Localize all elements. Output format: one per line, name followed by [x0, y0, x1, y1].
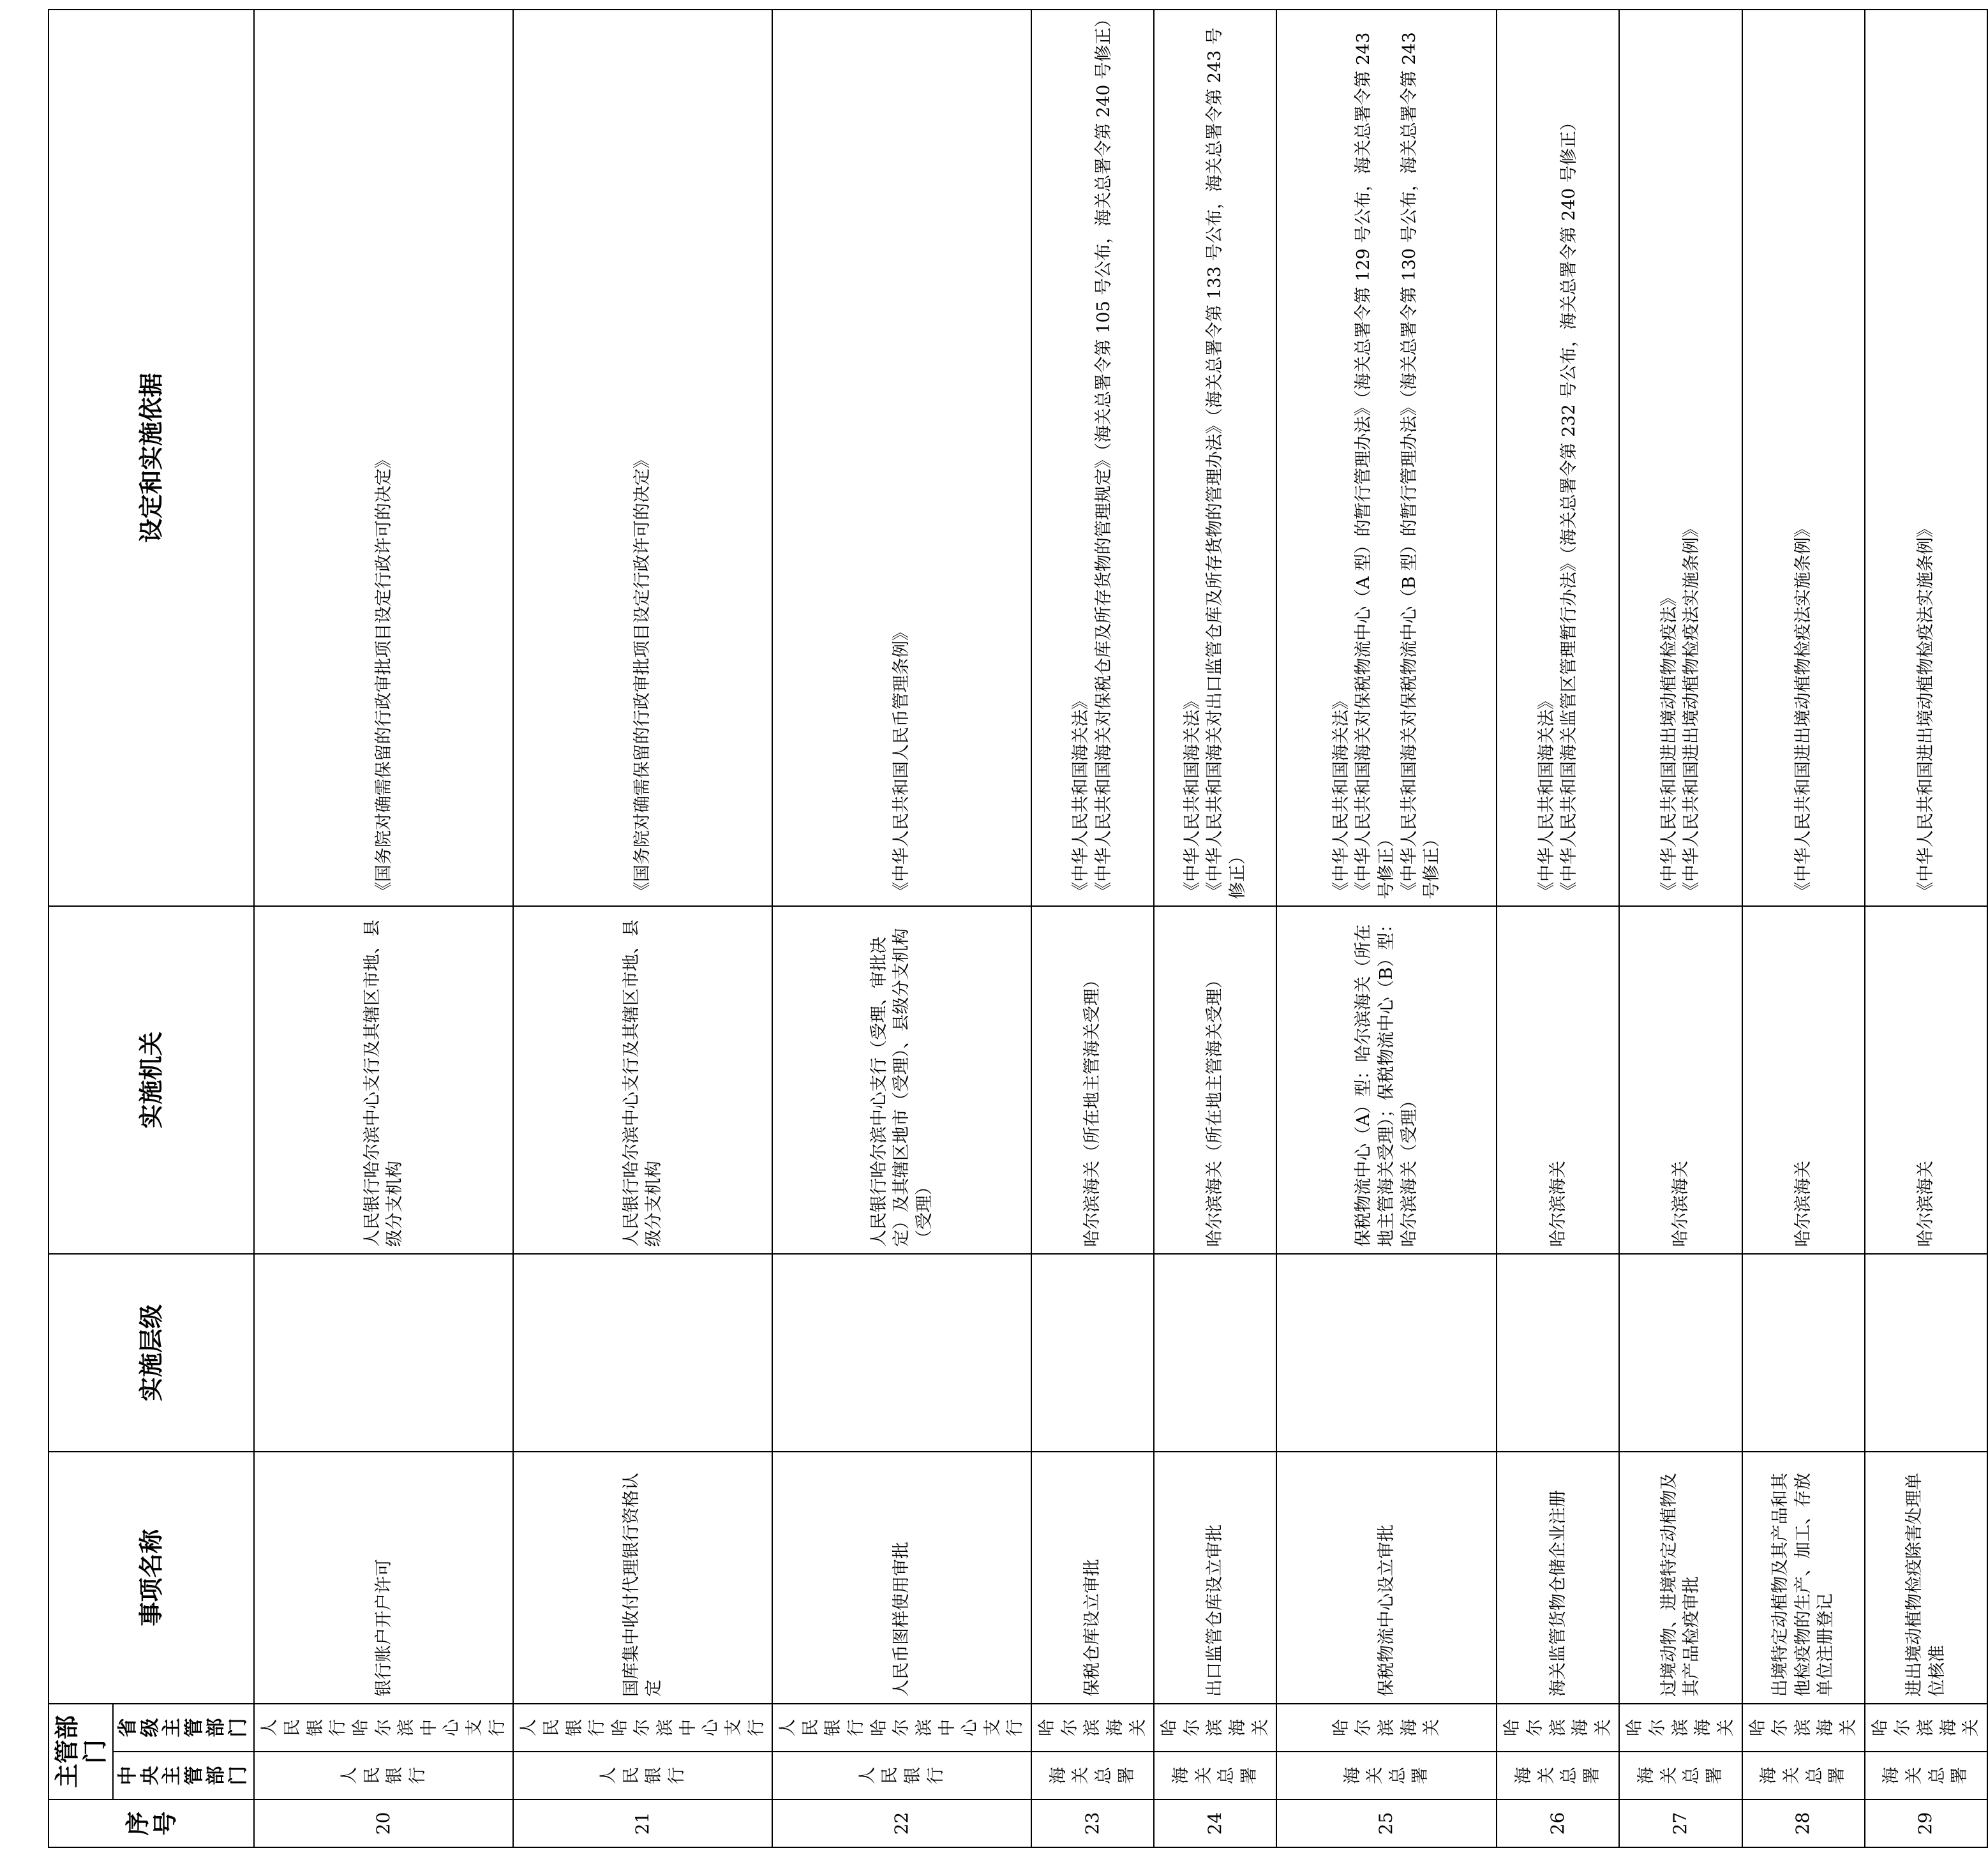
row-agency: 哈尔滨海关: [1742, 906, 1865, 1254]
row-level: [1154, 1254, 1276, 1452]
basis-line: 《中华人民共和国进出境动植物检疫法实施条例》: [1682, 519, 1702, 899]
row-level: [1742, 1254, 1865, 1452]
basis-line: 《中华人民共和国海关法》: [1071, 692, 1091, 899]
row-seq: 20: [254, 1799, 513, 1847]
row-basis: [1031, 10, 1154, 906]
row-central-dept: 海关总署: [1154, 1752, 1276, 1799]
basis-line: 《中华人民共和国进出境动植物检疫法实施条例》: [1915, 519, 1936, 899]
row-basis: [772, 10, 1031, 906]
header-provincial-dept: 省级主管部门: [113, 1704, 254, 1752]
basis-line: 《中华人民共和国进出境动植物检疫法实施条例》: [1793, 519, 1813, 899]
header-seq: 序号: [49, 1799, 254, 1847]
row-provincial-dept: 哈尔滨海关: [1276, 1704, 1497, 1752]
header-basis: 设定和实施依据: [49, 10, 254, 906]
row-provincial-dept: 人民银行哈尔滨中心支行: [254, 1704, 513, 1752]
row-central-dept: 海关总署: [1276, 1752, 1497, 1799]
row-provincial-dept: 哈尔滨海关: [1154, 1704, 1276, 1752]
row-level: [1031, 1254, 1154, 1452]
table-row: [1031, 10, 1154, 1847]
row-seq: 27: [1619, 1799, 1742, 1847]
row-basis: [1154, 10, 1276, 906]
basis-line: 《中华人民共和国海关对出口监管仓库及所存货物的管理办法》（海关总署令第 133 号公布，海关总署令第 243 号修正）: [1205, 27, 1248, 899]
row-provincial-dept: 哈尔滨海关: [1742, 1704, 1865, 1752]
row-level: [772, 1254, 1031, 1452]
row-agency: 哈尔滨海关（所在地主管海关受理）: [1031, 906, 1154, 1254]
row-item-name: 出口监管仓库设立审批: [1154, 1452, 1276, 1704]
basis-line: 《中华人民共和国海关对保税物流中心（B 型）的暂行管理办法》（海关总署令第 130 号公布，海关总署令第 243 号修正）: [1399, 32, 1442, 899]
row-central-dept: 海关总署: [1031, 1752, 1154, 1799]
row-level: [1276, 1254, 1497, 1452]
row-agency: 保税物流中心（A）型：哈尔滨海关（所在地主管海关受理）；保税物流中心（B）型：哈尔滨海关（受理）: [1276, 906, 1497, 1254]
basis-line: 《中华人民共和国海关法》: [1331, 692, 1351, 899]
row-level: [513, 1254, 772, 1452]
row-basis: [1742, 10, 1865, 906]
table-row: [254, 10, 513, 1847]
row-level: [1497, 1254, 1619, 1452]
row-item-name: 进出境动植物检疫除害处理单位核准: [1865, 1452, 1987, 1704]
row-central-dept: 海关总署: [1497, 1752, 1619, 1799]
row-agency: 人民银行哈尔滨中心支行及其辖区市地、县级分支机构: [254, 906, 513, 1254]
row-agency: 哈尔滨海关: [1619, 906, 1742, 1254]
row-central-dept: 人民银行: [772, 1752, 1031, 1799]
row-item-name: 海关监管货物仓储企业注册: [1497, 1452, 1619, 1704]
table-row: [1497, 10, 1619, 1847]
row-item-name: 人民币图样使用审批: [772, 1452, 1031, 1704]
row-agency: 哈尔滨海关: [1865, 906, 1987, 1254]
header-level: 实施层级: [49, 1254, 254, 1452]
row-level: [1865, 1254, 1987, 1452]
table-row: [1742, 10, 1865, 1847]
row-item-name: 国库集中收付代理银行资格认定: [513, 1452, 772, 1704]
row-agency: 哈尔滨海关: [1497, 906, 1619, 1254]
basis-line: 《中华人民共和国海关法》: [1536, 692, 1557, 899]
row-provincial-dept: 哈尔滨海关: [1619, 1704, 1742, 1752]
row-central-dept: 海关总署: [1742, 1752, 1865, 1799]
header-central-dept: 中央主管部门: [113, 1752, 254, 1799]
row-central-dept: 海关总署: [1619, 1752, 1742, 1799]
row-central-dept: 人民银行: [513, 1752, 772, 1799]
header-dept-group: 主管部门: [49, 1704, 113, 1799]
row-seq: 22: [772, 1799, 1031, 1847]
row-agency: 人民银行哈尔滨中心支行及其辖区市地、县级分支机构: [513, 906, 772, 1254]
row-agency: 人民银行哈尔滨中心支行（受理、审批决定）及其辖区地市（受理）、县级分支机构（受理）: [772, 906, 1031, 1254]
header-item-name: 事项名称: [49, 1452, 254, 1704]
row-seq: 21: [513, 1799, 772, 1847]
table-row: [1154, 10, 1276, 1847]
licensing-table: [48, 9, 1988, 1848]
row-seq: 26: [1497, 1799, 1619, 1847]
table-row: [1865, 10, 1987, 1847]
row-item-name: 银行账户开户许可: [254, 1452, 513, 1704]
rotated-page: [48, 10, 1982, 1848]
table-row: [513, 10, 772, 1847]
row-item-name: 保税物流中心设立审批: [1276, 1452, 1497, 1704]
basis-line: 《中华人民共和国海关对保税仓库及所存货物的管理规定》（海关总署令第 105 号公布，海关总署令第 240 号修正）: [1094, 10, 1114, 899]
row-basis: [513, 10, 772, 906]
row-provincial-dept: 哈尔滨海关: [1865, 1704, 1987, 1752]
row-provincial-dept: 哈尔滨海关: [1031, 1704, 1154, 1752]
row-basis: [254, 10, 513, 906]
row-central-dept: 海关总署: [1865, 1752, 1987, 1799]
header-agency: 实施机关: [49, 906, 254, 1254]
basis-line: 《中华人民共和国进出境动植物检疫法》: [1659, 588, 1679, 899]
basis-line: 《中华人民共和国海关对保税物流中心（A 型）的暂行管理办法》（海关总署令第 129 号公布，海关总署令第 243 号修正）: [1354, 32, 1396, 899]
row-provincial-dept: 人民银行哈尔滨中心支行: [772, 1704, 1031, 1752]
table-row: [1276, 10, 1497, 1847]
basis-line: 《国务院对确需保留的行政审批项目设定行政许可的决定》: [373, 451, 394, 899]
row-item-name: 保税仓库设立审批: [1031, 1452, 1154, 1704]
row-agency: 哈尔滨海关（所在地主管海关受理）: [1154, 906, 1276, 1254]
row-central-dept: 人民银行: [254, 1752, 513, 1799]
row-provincial-dept: 哈尔滨海关: [1497, 1704, 1619, 1752]
table-row: [772, 10, 1031, 1847]
row-level: [254, 1254, 513, 1452]
basis-line: 《中华人民共和国海关法》: [1182, 692, 1202, 899]
row-basis: [1619, 10, 1742, 906]
row-basis: [1276, 10, 1497, 906]
row-level: [1619, 1254, 1742, 1452]
row-basis: [1865, 10, 1987, 906]
row-basis: [1497, 10, 1619, 906]
row-seq: 25: [1276, 1799, 1497, 1847]
row-seq: 28: [1742, 1799, 1865, 1847]
row-seq: 29: [1865, 1799, 1987, 1847]
row-provincial-dept: 人民银行哈尔滨中心支行: [513, 1704, 772, 1752]
row-item-name: 过境动物、进境特定动植物及其产品检疫审批: [1619, 1452, 1742, 1704]
row-item-name: 出境特定动植物及其产品和其他检疫物的生产、加工、存放单位注册登记: [1742, 1452, 1865, 1704]
row-seq: 24: [1154, 1799, 1276, 1847]
basis-line: 《中华人民共和国人民币管理条例》: [892, 623, 912, 899]
basis-line: 《国务院对确需保留的行政审批项目设定行政许可的决定》: [632, 451, 653, 899]
row-seq: 23: [1031, 1799, 1154, 1847]
table-row: [1619, 10, 1742, 1847]
basis-line: 《中华人民共和国海关监管区管理暂行办法》（海关总署令第 232 号公布，海关总署令第 240 号修正）: [1559, 114, 1580, 899]
